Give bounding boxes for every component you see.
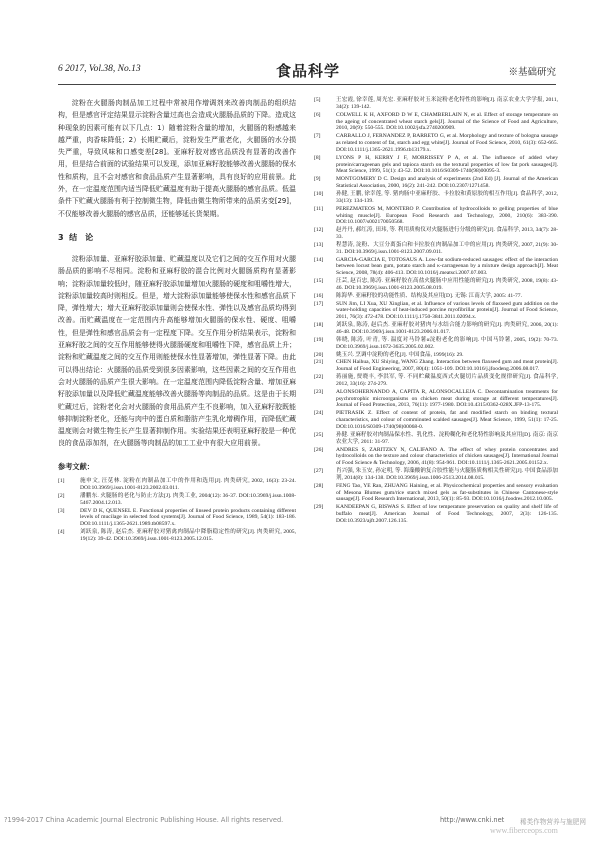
reference-text: 王宏霞, 徐幸莲, 周光宏. 亚麻籽胶对玉米淀粉老化特性的影响[J]. 南京农业大学学报, 2011, 34(2): 139-142.	[336, 97, 558, 110]
reference-text: SUN Jim, LI Xua, XU Xinglian, et al. Influence of various levels of flaxseed gum addition on the water-holding capacities of heat-induced porcine myofibrillar protein[J]. Journal of Food Science, 2011, 76(3): 472-478. DOI:10.1111/j.1750-3841.2011.02094.x.	[336, 300, 558, 321]
header-rule	[58, 84, 556, 85]
reference-number: [3]	[58, 507, 65, 514]
reference-item	[314, 504, 558, 525]
reference-list-left	[58, 478, 296, 543]
reference-number: [29]	[314, 504, 324, 511]
copyright-notice: ?1994-2017 China Academic Journal Electronic Publishing House. All rights reserved.	[4, 816, 284, 824]
reference-number: [2]	[58, 492, 65, 499]
reference-list-right	[314, 97, 558, 525]
section-title: 结 论	[69, 232, 94, 242]
reference-text: MONTGOMERY D C. Design and analysis of experiments (2nd Ed) [J]. Journal of the American Statistical Association, 2000, 16(2): 241-242. DOI:10.2307/1271458.	[336, 176, 558, 190]
reference-number: [28]	[314, 482, 324, 489]
reference-number: [12]	[314, 227, 324, 234]
reference-text: 刘跃泉, 陈涛, 赵后杰. 亚麻籽胶对猪肉与水结合能力影响的研究[J]. 肉类研究, 2006, 20(1): 46-48. DOI:10.3969/j.issn.1001-8123.2006.01.017.	[336, 322, 558, 335]
reference-number: [19]	[314, 336, 324, 343]
reference-number: [27]	[314, 468, 324, 475]
reference-number: [11]	[314, 205, 324, 212]
reference-number: [22]	[314, 374, 324, 381]
reference-text: 肖兴强, 朱玉安, 孙定明, 等. 海藻酸钠复合胶性能与火腿肠质构相关性研究[J]. 中国食品添加剂, 2014(8): 134-138. DOI:10.3969/j.issn.1006-2513.2014.08.015.	[336, 468, 558, 481]
reference-item	[314, 155, 558, 176]
reference-item	[314, 257, 558, 278]
reference-item	[58, 529, 296, 543]
reference-text: 韩晓, 陈涛, 叶青, 等. 温度对马铃薯α淀粉老化的影响[J]. 中国马铃薯, 2005, 19(2): 70-73. DOI:10.3969/j.issn.1672-3635.2005.02.002.	[336, 336, 558, 350]
reference-item	[314, 389, 558, 410]
journal-title: 食品科学	[275, 62, 340, 80]
reference-item	[314, 483, 558, 504]
discussion-paragraph: 淀粉在火腿肠肉制品加工过程中常被用作增调剂来改善肉制品的组织结构，但是感官评定结果显示淀粉含量过高也会造成火腿肠品质的下降。造成这种现象的因素可能有以下几点：1）随着淀粉含量的增加，火腿肠的粉感越来越严重，肉香味降低；2）长期贮藏后，淀粉发生严重老化，火腿肠的水分损失严重，导致风味和口感变差[28]。亚麻籽胶对感官品质没有显著的改善作用，但是结合前面的试验结果可以发现，添加亚麻籽胶能够改善火腿肠的保水性和质构，且不会对感官和食品品质产生显著影响，具有良好的应用前景。此外，在一定温度范围内适当降低贮藏温度有助于提高火腿肠的感官品质。低温条件下贮藏火腿肠有利于控制微生物，降低由微生物所带来的品质劣变[29]，不仅能够改善火腿肠的感官品质，还能够延长货架期。	[58, 99, 296, 218]
reference-text: DEV D K, QUENSEL E. Functional properties of linseed protein products containing different levels of mucilage in selected food systems[J]. Journal of Food Science, 1989, 54(1): 183-186. DOI:10.1111/j.1365-2621.1989.tb08597.x.	[80, 507, 296, 528]
references-heading: 参考文献：	[58, 461, 94, 471]
reference-text: LYONS P H, KERRY J F, MORRISSEY P A, et al. The influence of added whey protein/carrageenan gels and tapioca starch on the textural properties of low fat pork sausages[J]. Meat Science, 1999, 51(1): 43-52. DOI:10.1016/S0309-1740(98)00095-3.	[336, 154, 558, 175]
reference-number: [15]	[314, 278, 324, 285]
journal-issue-info: 6 2017, Vol.38, No.13	[58, 64, 141, 74]
reference-item	[314, 133, 558, 154]
reference-item	[58, 508, 296, 529]
reference-item	[314, 352, 558, 359]
reference-text: 潘鹏东. 火腿肠的老化与防止方法[J]. 肉类工业, 2004(12): 36-37. DOI:10.3969/j.issn.1008-5467.2004.12.013.	[80, 492, 296, 506]
reference-item	[58, 493, 296, 507]
reference-number: [20]	[314, 351, 324, 358]
reference-text: 程慧涛, 淀粉、大豆分离蛋白和卡拉胶在肉制品加工中的应用[J]. 肉类研究, 2007, 21(9): 30-31. DOI:10.3969/j.issn.1001-8123.2007.09.011.	[336, 241, 558, 255]
reference-text: KANDEEPAN G, BISWAS S. Effect of low temperature preservation on quality and shelf life of buffalo meat[J]. American Journal of Food Technology, 2007, 2(3): 126-135. DOI:10.3923/ajft.2007.126.135.	[336, 504, 558, 524]
reference-item	[314, 191, 558, 205]
reference-text: 刘跃泉, 陈涛, 赵后杰. 亚麻籽胶对猪禽肉制品中降脂稳定性的研究[J]. 肉类研究, 2005, 19(12): 39-42. DOI:10.3969/j.issn.1001-8123.2005.12.015.	[80, 529, 296, 543]
reference-item	[314, 374, 558, 388]
reference-text: 孙健. 亚麻籽胶对肉制品保水性、乳化性、淀粉糊化和老化特性影响及其应用[D]. 南京: 南京农业大学, 2011: 31-97.	[336, 431, 558, 445]
reference-item	[314, 410, 558, 431]
reference-text: COLWELL K H, AXFORD D W E, CHAMBERLAIN N, et al. Effect of storage temperature on the ageing of concentrated wheat starch gels[J]. Journal of the Science of Food and Agriculture, 2010, 20(9): 550-555. DOI:10.1002/jsfa.2740200909.	[336, 111, 558, 132]
reference-text: GARCIA-GARCIA E, TOTOSAUS A. Low-fat sodium-reduced sausages: effect of the interaction between locust bean gum, potato starch and κ-carrageenan by a mixture design approach[J]. Meat Science, 2008, 78(4): 406-413. DOI:10.1016/j.meatsci.2007.07.003.	[336, 256, 558, 277]
reference-item	[314, 227, 558, 241]
conclusion-paragraph: 淀粉添加量、亚麻籽胶添加量、贮藏温度以及它们之间的交互作用对火腿肠品质的影响不尽相同。淀粉和亚麻籽胶的混合比例对火腿肠质构有显著影响；淀粉添加量较低时，随亚麻籽胶添加量增加火腿肠的硬度和咀嚼性增大，淀粉添加量较高时则相反。但是，增大淀粉添加量能够使保水性和感官品质下降，弹性增大；增大亚麻籽胶添加量则会使保水性、弹性以及感官品质均得到改善。而贮藏温度在一定范围内升高能够增加火腿肠的保水性、硬度、咀嚼性，但是弹性和感官品质会有一定程度下降。交互作用分析结果表示，淀粉和亚麻籽胶之间的交互作用能够使得火腿肠硬度和咀嚼性下降，感官品质上升；淀粉和贮藏温度之间的交互作用则能使保水性显著增加，弹性显著下降。由此可以得出结论：火腿肠的品质受到很多因素影响，这些因素之间的交互作用也会对火腿肠的品质产生很大影响。在一定温度范围内降低淀粉含量、增加亚麻籽胶添加量以及降低贮藏温度能够改善火腿肠等肉制品的品质。这是由于长期贮藏过后，淀粉老化会对火腿肠的食用品质产生不良影响，加入亚麻籽胶既能够抑制淀粉老化，还能与肉中的蛋白质和脂肪产生乳化增稠作用，而降低贮藏温度则会对微生物生长产生显著抑制作用。实验结果还表明亚麻籽胶是一种优良的食品添加剂，在火腿肠等肉制品的加工工业中有很大应用前景。	[58, 254, 296, 448]
reference-text: ALONSOHERNANDO A, CAPITA R, ALONSOCALLEJA C. Decontamination treatments for psychrotrophic microorganisms on chicken meat during storage at different temperatures[J]. Journal of Food Protection, 2013, 76(11): 1977-1980. DOI:10.4315/0362-028X.JFP-13-175.	[336, 388, 558, 409]
reference-text: 蒋丽施, 贾晓丰, 李洪军, 等. 不同贮藏温度西式火腿切片品质变化规律研究[J]. 食品科学, 2012, 33(16): 274-279.	[336, 374, 558, 387]
reference-number: [25]	[314, 431, 324, 438]
reference-item	[314, 176, 558, 190]
reference-number: [17]	[314, 300, 324, 307]
reference-item	[314, 337, 558, 351]
reference-number: [9]	[314, 176, 321, 183]
reference-item	[58, 478, 296, 492]
reference-item	[314, 293, 558, 300]
reference-text: 施申文, 汪苋林. 淀粉在肉制品加工中的作用和选用[J]. 肉类研究, 2002, 16(3): 23-24. DOI:10.3969/j.issn.1001-8123.2002.03.011.	[80, 477, 296, 491]
reference-number: [13]	[314, 241, 324, 248]
reference-number: [6]	[314, 111, 321, 118]
cnki-link[interactable]: http://www.cnki.net	[440, 816, 505, 824]
reference-text: CHEN Haihua, XU Shiying, WANG Zhang. Interaction between flaxseed gum and meat protein[J]. Journal of Food Engineering, 2007, 80(4): 1051-109. DOI:10.1016/j.jfoodeng.2006.08.017.	[336, 359, 558, 373]
section-number: 3	[58, 232, 64, 242]
reference-text: PIETRASIK Z. Effect of content of protein, fat and modified starch on binding textural characteristics, and colour of comminuted scalded sausages[J]. Meat Science, 1999, 51(1): 17-25. DOI:10.1016/S0309-1740(98)00068-0.	[336, 410, 558, 430]
reference-number: [26]	[314, 446, 324, 453]
reference-number: [8]	[314, 154, 321, 161]
reference-number: [21]	[314, 359, 324, 366]
reference-number: [5]	[314, 97, 321, 103]
reference-item	[314, 242, 558, 256]
reference-item	[314, 468, 558, 482]
reference-number: [7]	[314, 133, 321, 140]
reference-text: PEREZMATEOS M, MONTERO P. Contribution of hydrocolloids to gelling properties of blue whiting muscle[J]. European Food Research and Technology, 2000, 210(6): 383-390. DOI:10.1007/s002170050568.	[336, 205, 558, 226]
reference-item	[314, 278, 558, 292]
reference-number: [1]	[58, 477, 65, 484]
reference-item	[314, 301, 558, 322]
reference-text: ANDRES S, ZARITZKY N, CALIFANO A. The effect of whey protein concentrates and hydrocolloids on the texture and colour characteristics of chicken sausages[J]. International Journal of Food Science & Technology, 2006, 41(8): 954-961. DOI:10.1111/j.1365-2621.2005.01152.x.	[336, 446, 558, 467]
section-label: ※基础研究	[508, 68, 556, 78]
reference-number: [24]	[314, 410, 324, 417]
reference-item	[314, 447, 558, 468]
site-brand: 稀类作物营养与施肥网	[520, 818, 586, 826]
reference-text: 姚玉兴. 烹调中淀粉的老化[J]. 中国食品, 1999(16): 29.	[336, 351, 464, 358]
section-heading	[58, 232, 296, 243]
reference-number: [10]	[314, 190, 324, 197]
reference-text: 汪芸, 赵百忠, 陈涛. 亚麻籽胶在高盐火腿肠中应用性能的研究[J]. 肉类研究, 2008, 19(8): 43-46. DOI:10.3969/j.issn.1001-8123.2005.08.019.	[336, 278, 558, 291]
reference-item	[314, 322, 558, 336]
reference-number: [18]	[314, 322, 324, 329]
reference-item	[314, 432, 558, 446]
reference-number: [4]	[58, 529, 65, 536]
right-column	[314, 97, 558, 526]
reference-text: FENG Tao, YE Ran, ZHUANG Haining, et al. Physicochemical properties and sensory evaluation of Mesona Blumes gum/rice starch mixed gels as fat-substitutes in Chinese Cantonese-style sausage[J]. Food Research International, 2013, 50(1): 85-93. DOI:10.1016/j.foodres.2012.10.005.	[336, 482, 558, 503]
watermark: www.fiberceops.com	[490, 826, 558, 835]
reference-item	[314, 112, 558, 133]
reference-item	[314, 97, 558, 111]
reference-text: 赵丹丹, 郝红涛, 田玮, 等. 利用质构仪对火腿肠进行分级的研究[J]. 食品科学, 2013, 34(7): 28-33.	[336, 227, 558, 241]
reference-item	[314, 359, 558, 373]
reference-number: [23]	[314, 388, 324, 395]
reference-text: 陈海华. 亚麻籽胶的功能性质、结构及其应用[D]. 无锡: 江南大学, 2005: 41-77.	[336, 292, 522, 299]
reference-item	[314, 206, 558, 227]
left-column	[58, 97, 296, 544]
reference-text: CARBALLO J, FERNANDEZ P, BARRETO G, et al. Morphology and texture of bologna sausage as related to content of fat, starch and egg white[J]. Journal of Food Science, 2010, 61(3): 652-665. DOI:10.1111/j.1365-2621.1996.tb13179.x.	[336, 133, 558, 153]
reference-number: [14]	[314, 256, 324, 263]
page-header	[58, 62, 556, 82]
reference-text: 孙健, 王鹏, 徐幸莲, 等. 猪肉肠中亚麻籽胶、卡拉胶和黄原胶的相互作用[J]. 食品科学, 2012, 33(13): 134-139.	[336, 190, 558, 204]
reference-number: [16]	[314, 292, 324, 299]
